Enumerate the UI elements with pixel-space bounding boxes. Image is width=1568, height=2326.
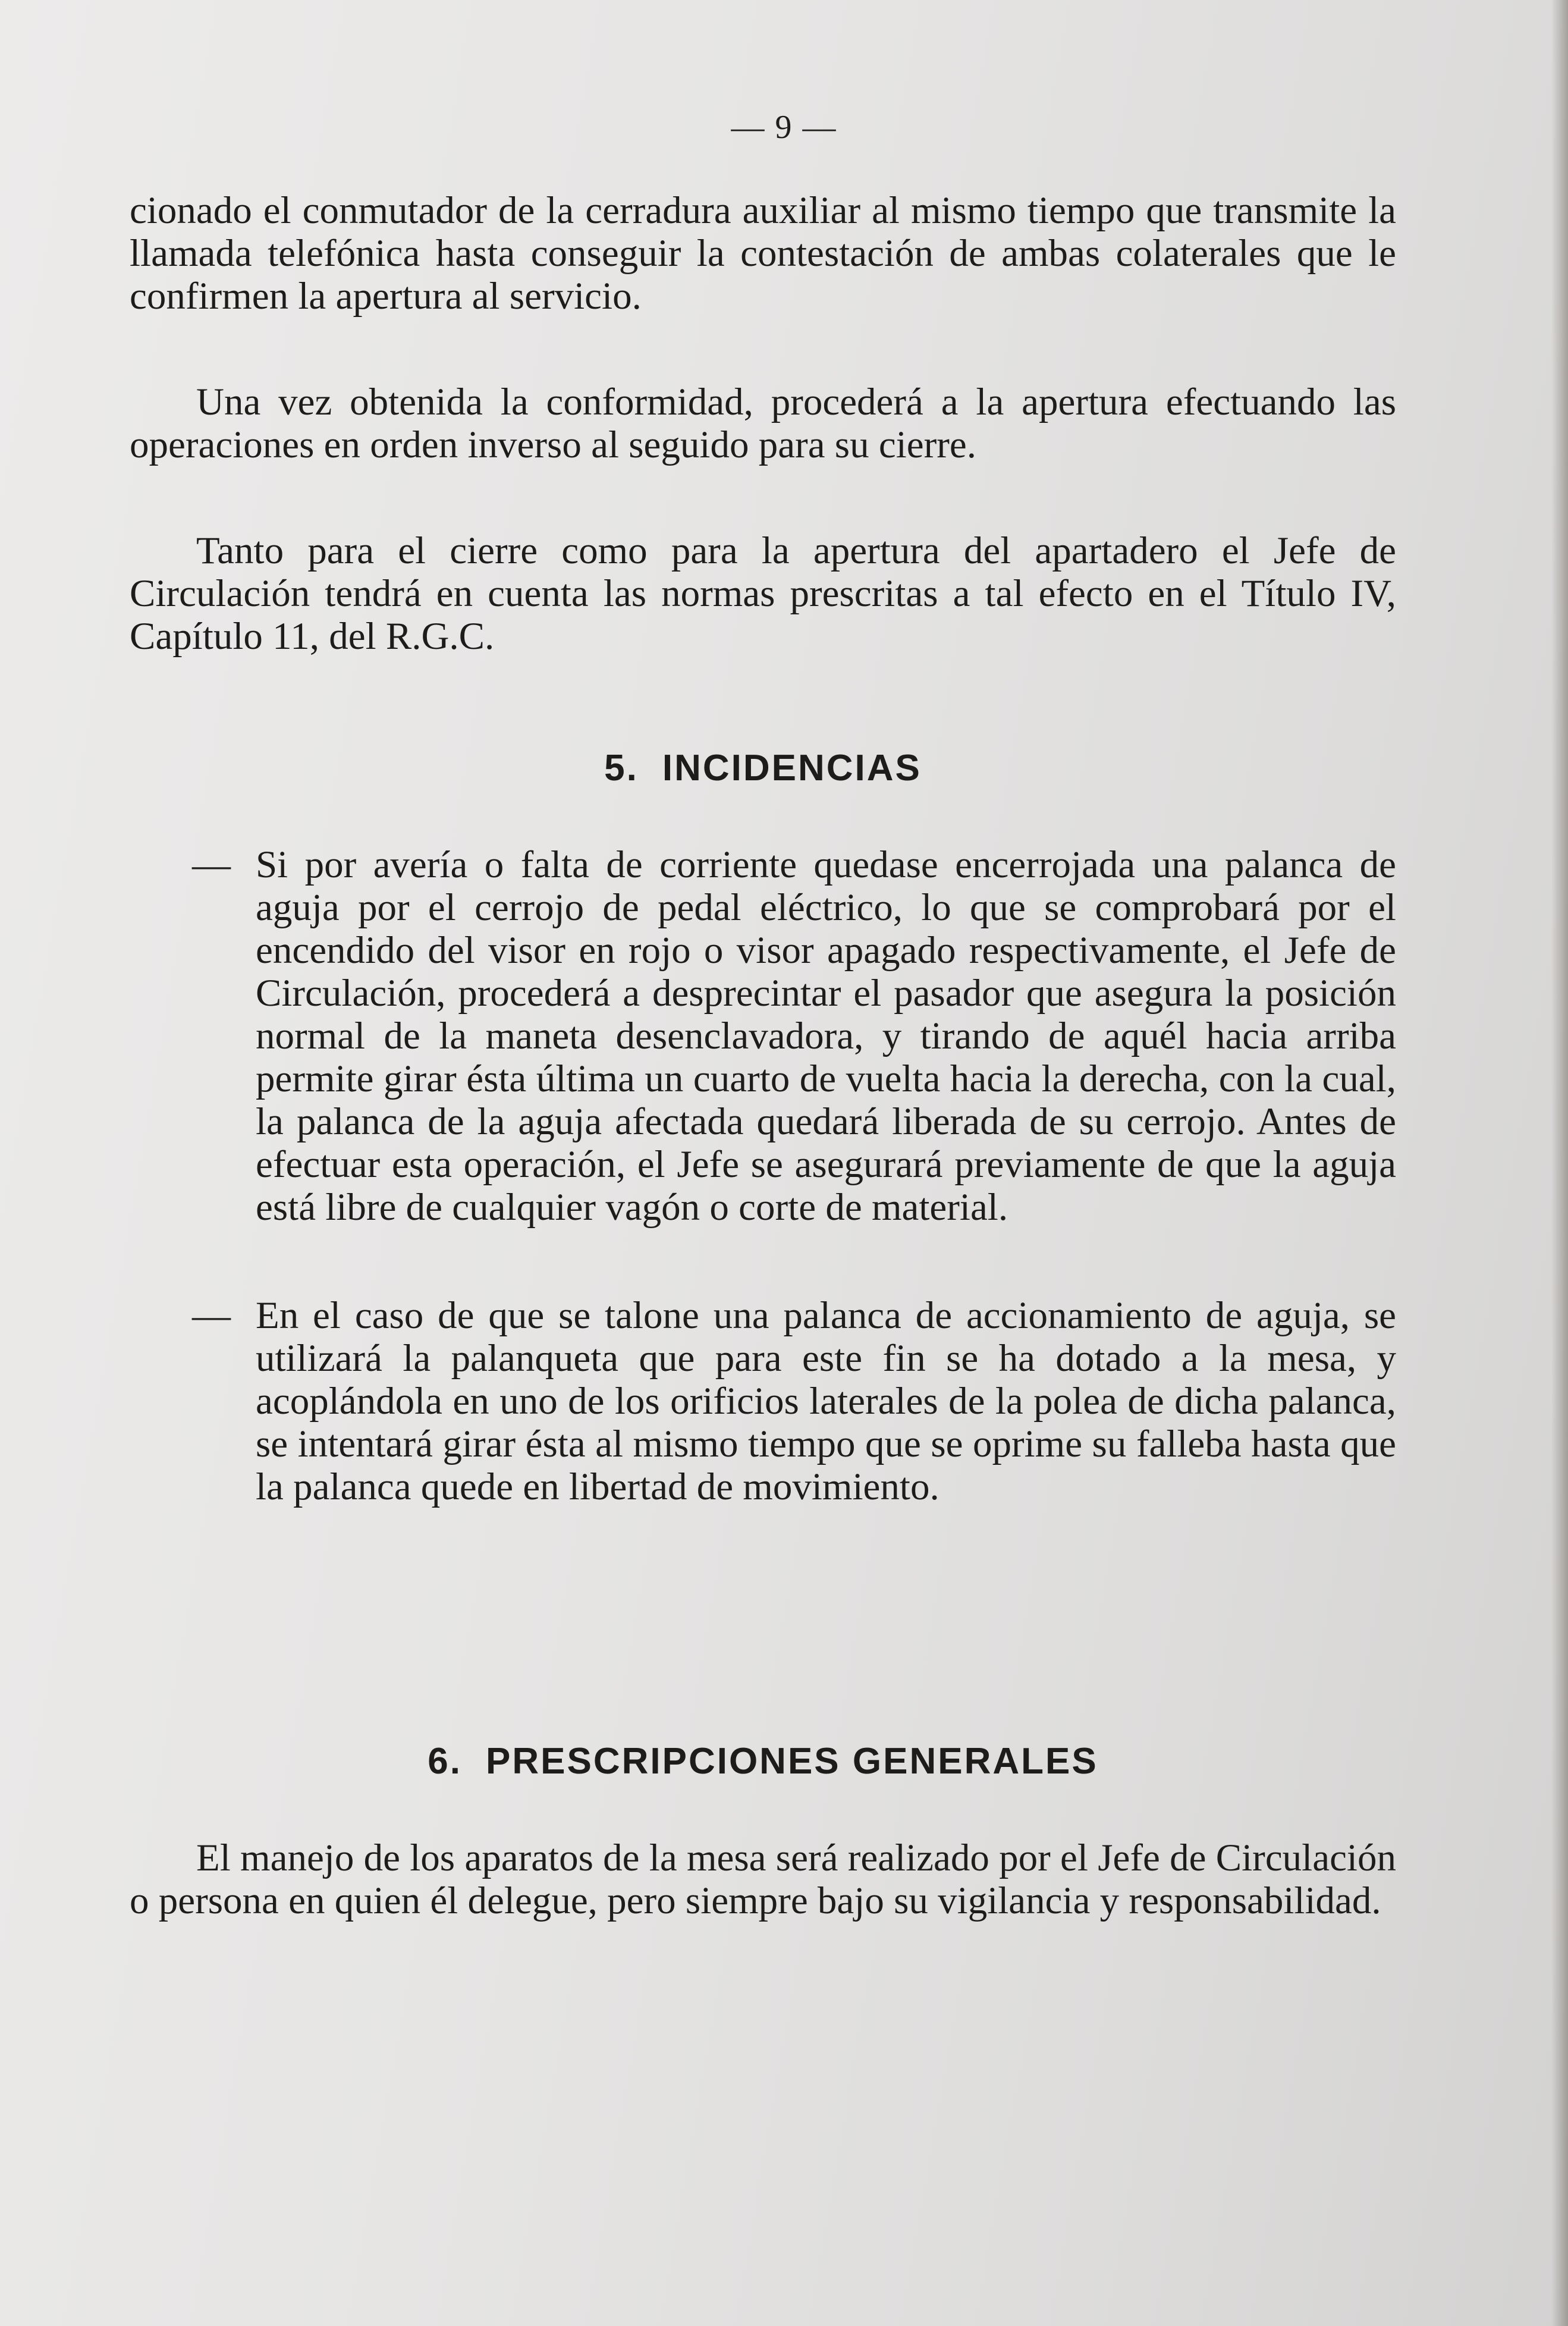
paragraph-conformidad: Una vez obtenida la conformidad, procederá a la apertura efectuando las operaciones en orden inverso al seguido para su cierre. — [130, 381, 1396, 466]
section-number: 6. — [428, 1741, 462, 1782]
section-number: 5. — [604, 748, 639, 789]
section-heading-incidencias — [130, 747, 1396, 790]
dash-bullet: — — [192, 1294, 231, 1337]
spacer — [130, 1574, 1396, 1651]
section-title: INCIDENCIAS — [662, 748, 922, 789]
paragraph-cierre-apertura: Tanto para el cierre como para la apertura del apartadero el Jefe de Circulación tendrá en cuenta las normas prescritas a tal efecto en el Título IV, Capítulo 11, del R.G.C. — [130, 529, 1396, 658]
list-item-text: En el caso de que se talone una palanca de accionamiento de aguja, se utilizará la palanqueta que para este fin se ha dotado a la mesa, y acoplándola en uno de los orificios laterales de la polea de dicha palanca, se intentará girar ésta al mismo tiempo que se oprime su falleba hasta que la palanca quede en libertad de movimiento. — [256, 1294, 1396, 1508]
page-edge-shadow — [1551, 0, 1568, 2326]
list-item-text: Si por avería o falta de corriente quedase encerrojada una palanca de aguja por el cerrojo de pedal eléctrico, lo que se comprobará por el encendido del visor en rojo o visor apagado respectivamente, el Jefe de Circulación, procederá a desprecintar el pasador que asegura la posición normal de la maneta desenclavadora, y tirando de aquél hacia arriba permite girar ésta última un cuarto de vuelta hacia la derecha, con la cual, la palanca de la aguja afectada quedará liberada de su cerrojo. Antes de efectuar esta operación, el Jefe se asegurará previamente de que la aguja está libre de cualquier vagón o corte de material. — [256, 843, 1396, 1229]
incidencias-list — [130, 843, 1396, 1508]
page-content — [130, 189, 1396, 1985]
section-heading-prescripciones — [130, 1740, 1396, 1783]
dash-bullet: — — [192, 843, 231, 886]
list-item — [130, 1294, 1396, 1508]
list-item — [130, 843, 1396, 1229]
page-number: — 9 — — [731, 109, 837, 146]
paragraph-continuation: cionado el conmutador de la cerradura auxiliar al mismo tiempo que transmite la llamada telefónica hasta conseguir la contestación de ambas colaterales que le confirmen la apertura al servicio. — [130, 189, 1396, 318]
paragraph-manejo: El manejo de los aparatos de la mesa será realizado por el Jefe de Circulación o persona en quien él delegue, pero siempre bajo su vigilancia y responsabilidad. — [130, 1837, 1396, 1922]
section-title: PRESCRIPCIONES GENERALES — [485, 1741, 1098, 1782]
